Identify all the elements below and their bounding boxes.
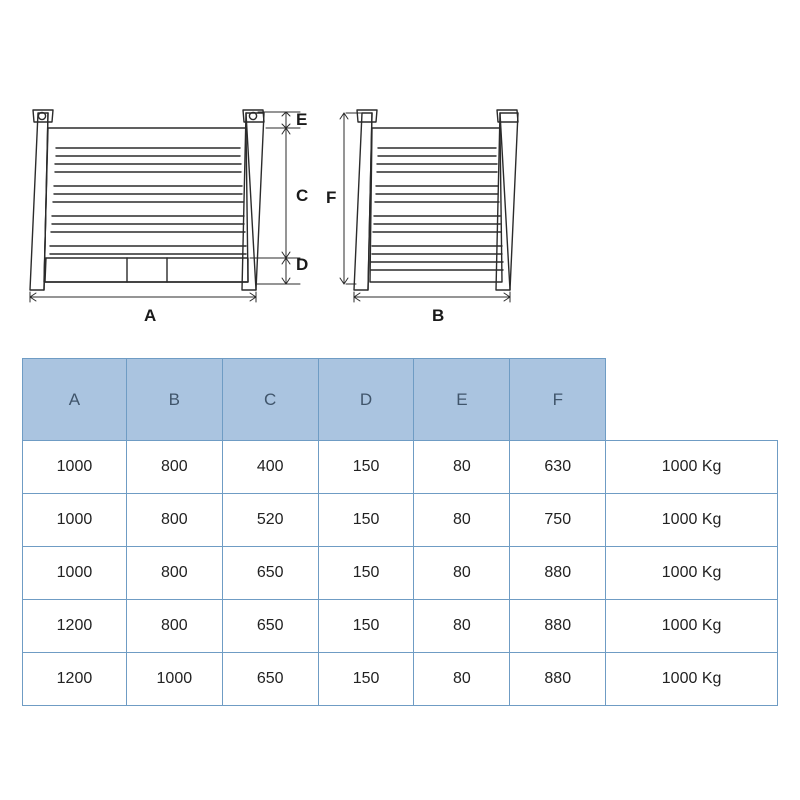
cell-e: 80	[414, 600, 510, 653]
cell-d: 150	[318, 494, 414, 547]
cell-b: 1000	[126, 653, 222, 706]
column-header-a: A	[23, 359, 127, 441]
cell-e: 80	[414, 653, 510, 706]
column-header-b: B	[126, 359, 222, 441]
cell-d: 150	[318, 547, 414, 600]
drawing-svg	[0, 0, 800, 345]
cell-f: 630	[510, 441, 606, 494]
label-f: F	[326, 188, 337, 207]
cell-f: 880	[510, 600, 606, 653]
specification-table	[22, 358, 778, 706]
cell-f: 880	[510, 547, 606, 600]
cell-b: 800	[126, 547, 222, 600]
table-header-row	[23, 359, 778, 441]
table-row	[23, 494, 778, 547]
cell-e: 80	[414, 441, 510, 494]
label-e: E	[296, 110, 308, 129]
cell-a: 1200	[23, 653, 127, 706]
cell-a: 1000	[23, 494, 127, 547]
table-row	[23, 441, 778, 494]
cell-b: 800	[126, 494, 222, 547]
cell-a: 1000	[23, 441, 127, 494]
side-view-geometry	[354, 110, 518, 290]
cell-d: 150	[318, 441, 414, 494]
table-row	[23, 600, 778, 653]
cell-c: 650	[222, 600, 318, 653]
column-header-c: C	[222, 359, 318, 441]
cell-capacity: 1000 Kg	[606, 441, 778, 494]
front-view-geometry	[30, 110, 264, 290]
cell-c: 520	[222, 494, 318, 547]
cell-capacity: 1000 Kg	[606, 547, 778, 600]
cell-e: 80	[414, 547, 510, 600]
cell-capacity: 1000 Kg	[606, 600, 778, 653]
cell-capacity: 1000 Kg	[606, 494, 778, 547]
column-header-f: F	[510, 359, 606, 441]
cell-f: 750	[510, 494, 606, 547]
column-header-capacity	[606, 359, 778, 441]
label-c: C	[296, 186, 309, 205]
cell-d: 150	[318, 653, 414, 706]
cell-b: 800	[126, 441, 222, 494]
label-a: A	[144, 306, 157, 325]
table-row	[23, 547, 778, 600]
cell-d: 150	[318, 600, 414, 653]
cell-f: 880	[510, 653, 606, 706]
side-view-dimensions	[340, 113, 510, 302]
column-header-d: D	[318, 359, 414, 441]
cell-a: 1200	[23, 600, 127, 653]
cell-capacity: 1000 Kg	[606, 653, 778, 706]
dimension-drawing	[0, 0, 800, 345]
cell-a: 1000	[23, 547, 127, 600]
cell-c: 650	[222, 547, 318, 600]
cell-e: 80	[414, 494, 510, 547]
cell-b: 800	[126, 600, 222, 653]
label-b: B	[432, 306, 445, 325]
column-header-e: E	[414, 359, 510, 441]
label-d: D	[296, 255, 309, 274]
table-row	[23, 653, 778, 706]
cell-c: 650	[222, 653, 318, 706]
cell-c: 400	[222, 441, 318, 494]
